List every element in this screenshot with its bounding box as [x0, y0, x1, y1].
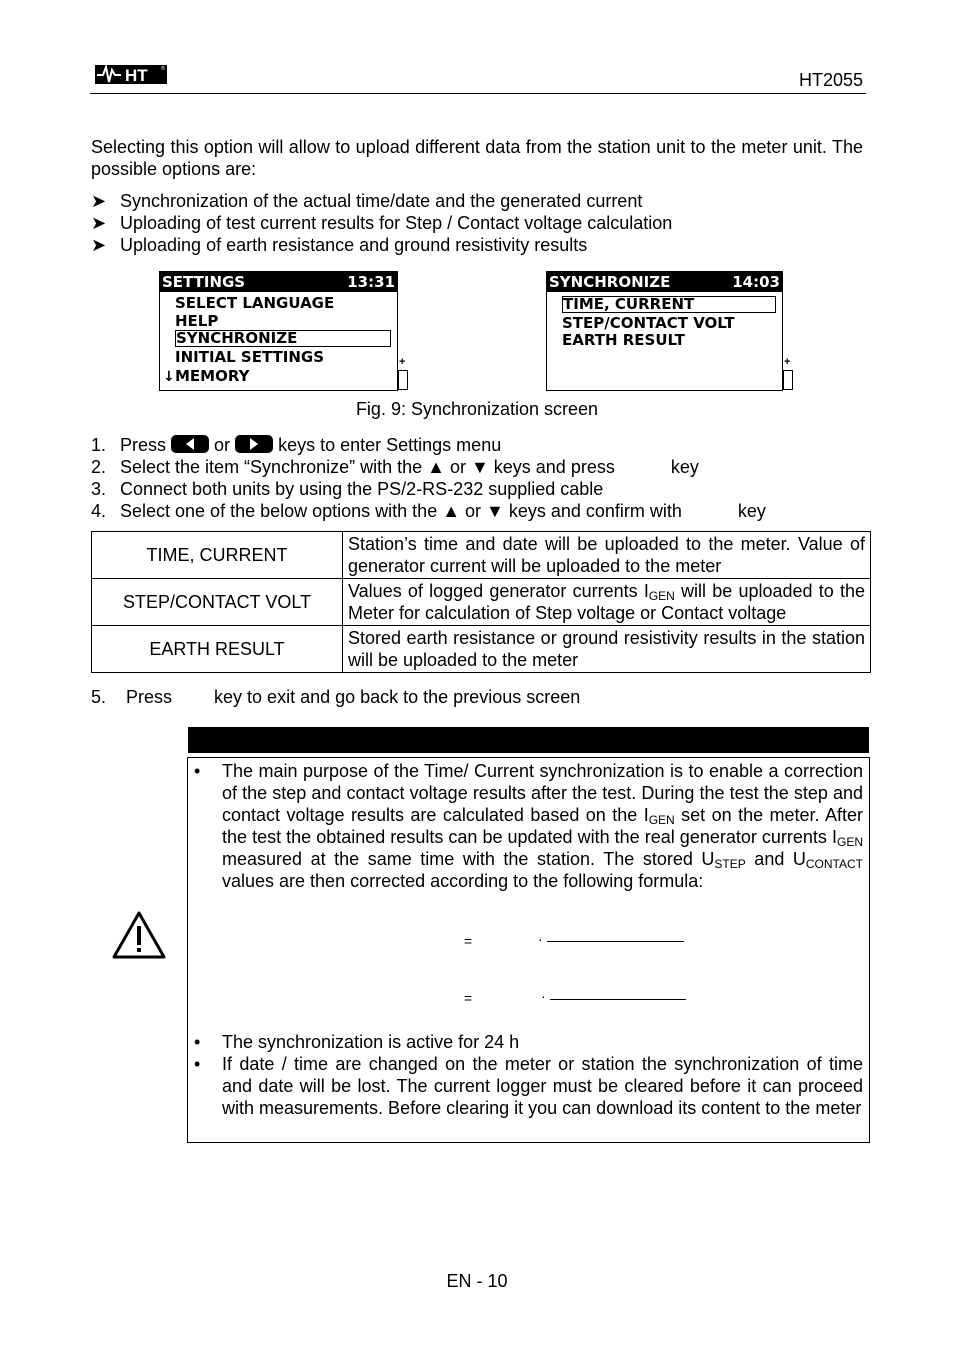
- screen-title-bar: [547, 272, 782, 292]
- ht-logo: [95, 62, 167, 86]
- battery-icon: [783, 370, 793, 390]
- option-description: Station’s time and date will be uploaded to the meter. Value of generator current will be uploaded to the meter: [343, 532, 871, 579]
- screen-clock: 14:03: [732, 273, 780, 291]
- logo-text: HT: [125, 66, 148, 85]
- option-description: Values of logged generator currents $I_{GEN}$ will be uploaded to the Meter for calculation of Step voltage or Contact voltage: [343, 579, 871, 626]
- list-item: 1. Press or keys to enter Settings menu: [91, 435, 502, 455]
- option-description: Stored earth resistance or ground resistivity results in the station will be uploaded to the meter: [343, 626, 871, 673]
- model-name: HT2055: [798, 70, 863, 90]
- list-item: • The main purpose of the Time/ Current synchronization is to enable a correction of the step and contact voltage results after the test. During the test the step and contact voltage results are calculated based on the $I_{GEN}$ set on the meter. After the test the obtained results can be updated with the real generator currents $I_{GEN}$ measured at the same time with the station. The stored $U_{STEP}$ and $U_{CONTACT}$ values are then corrected according to the following formula:: [194, 761, 863, 891]
- right-arrow-key-icon: [235, 435, 273, 453]
- screen-clock: 13:31: [347, 273, 395, 291]
- menu-item-time-current: TIME, CURRENT: [562, 296, 776, 313]
- list-item: ➤ Uploading of test current results for Step / Contact voltage calculation: [91, 213, 673, 233]
- left-arrow-key-icon: [171, 435, 209, 453]
- battery-plus-icon: +: [784, 356, 791, 368]
- menu-item-earth-result: EARTH RESULT: [562, 331, 685, 349]
- formula-multiply: ·: [538, 931, 543, 947]
- procedure-steps: [91, 434, 766, 522]
- formula-fraction-line: [547, 941, 684, 942]
- caution-header-bar: [188, 727, 869, 753]
- list-item: • The synchronization is active for 24 h: [194, 1032, 520, 1052]
- options-bullet-list: [91, 190, 672, 256]
- arrow-bullet-icon: ➤: [91, 213, 107, 233]
- table-row: [92, 532, 871, 579]
- screen-title-bar: [160, 272, 397, 292]
- menu-item-initial-settings: INITIAL SETTINGS: [175, 348, 325, 366]
- menu-item-step-contact-volt: STEP/CONTACT VOLT: [562, 314, 735, 332]
- formula-equals: =: [464, 990, 473, 1006]
- step-5: 5. Press key to exit and go back to the previous screen: [91, 687, 581, 707]
- warning-triangle-icon: [111, 910, 167, 960]
- formula-equals: =: [464, 933, 473, 949]
- options-table: [91, 531, 871, 673]
- formula-fraction-line: [550, 999, 686, 1000]
- screen-title: SYNCHRONIZE: [549, 273, 671, 291]
- settings-screen: [159, 271, 398, 391]
- battery-icon: [398, 370, 408, 390]
- table-row: [92, 579, 871, 626]
- svg-text:®: ®: [161, 66, 165, 72]
- list-item: • If date / time are changed on the meter or station the synchronization of time and date will be lost. The current logger must be cleared before it can proceed with measurements. Before clearing it you can download its content to the meter: [194, 1054, 863, 1118]
- list-item: ➤ Synchronization of the actual time/date and the generated current: [91, 191, 643, 211]
- caution-list: [190, 760, 863, 1119]
- formula-multiply: ·: [541, 988, 546, 1004]
- option-name: TIME, CURRENT: [92, 532, 343, 579]
- menu-item-memory: MEMORY: [175, 367, 250, 385]
- synchronize-screen: [546, 271, 783, 391]
- list-item: 2. Select the item “Synchronize” with the ▲ or ▼ keys and press key: [91, 457, 699, 477]
- table-row: [92, 626, 871, 673]
- list-item: ➤ Uploading of earth resistance and ground resistivity results: [91, 235, 588, 255]
- list-item: 3. Connect both units by using the PS/2-RS-232 supplied cable: [91, 479, 604, 499]
- menu-item-synchronize: SYNCHRONIZE: [175, 330, 391, 347]
- header-rule: [90, 93, 866, 94]
- intro-paragraph: Selecting this option will allow to upload different data from the station unit to the meter unit. The possible options are:: [91, 137, 863, 179]
- option-name: STEP/CONTACT VOLT: [92, 579, 343, 626]
- page-number: EN - 10: [446, 1271, 508, 1291]
- arrow-bullet-icon: ➤: [91, 235, 107, 255]
- scroll-down-arrow-icon: ↓: [163, 369, 175, 385]
- menu-item-help: HELP: [175, 312, 219, 330]
- list-item: 4. Select one of the below options with the ▲ or ▼ keys and confirm with key: [91, 501, 766, 521]
- menu-item-select-language: SELECT LANGUAGE: [175, 294, 335, 312]
- screen-title: SETTINGS: [162, 273, 246, 291]
- arrow-bullet-icon: ➤: [91, 191, 107, 211]
- battery-plus-icon: +: [399, 356, 406, 368]
- option-name: EARTH RESULT: [92, 626, 343, 673]
- figure-caption: Fig. 9: Synchronization screen: [355, 399, 599, 419]
